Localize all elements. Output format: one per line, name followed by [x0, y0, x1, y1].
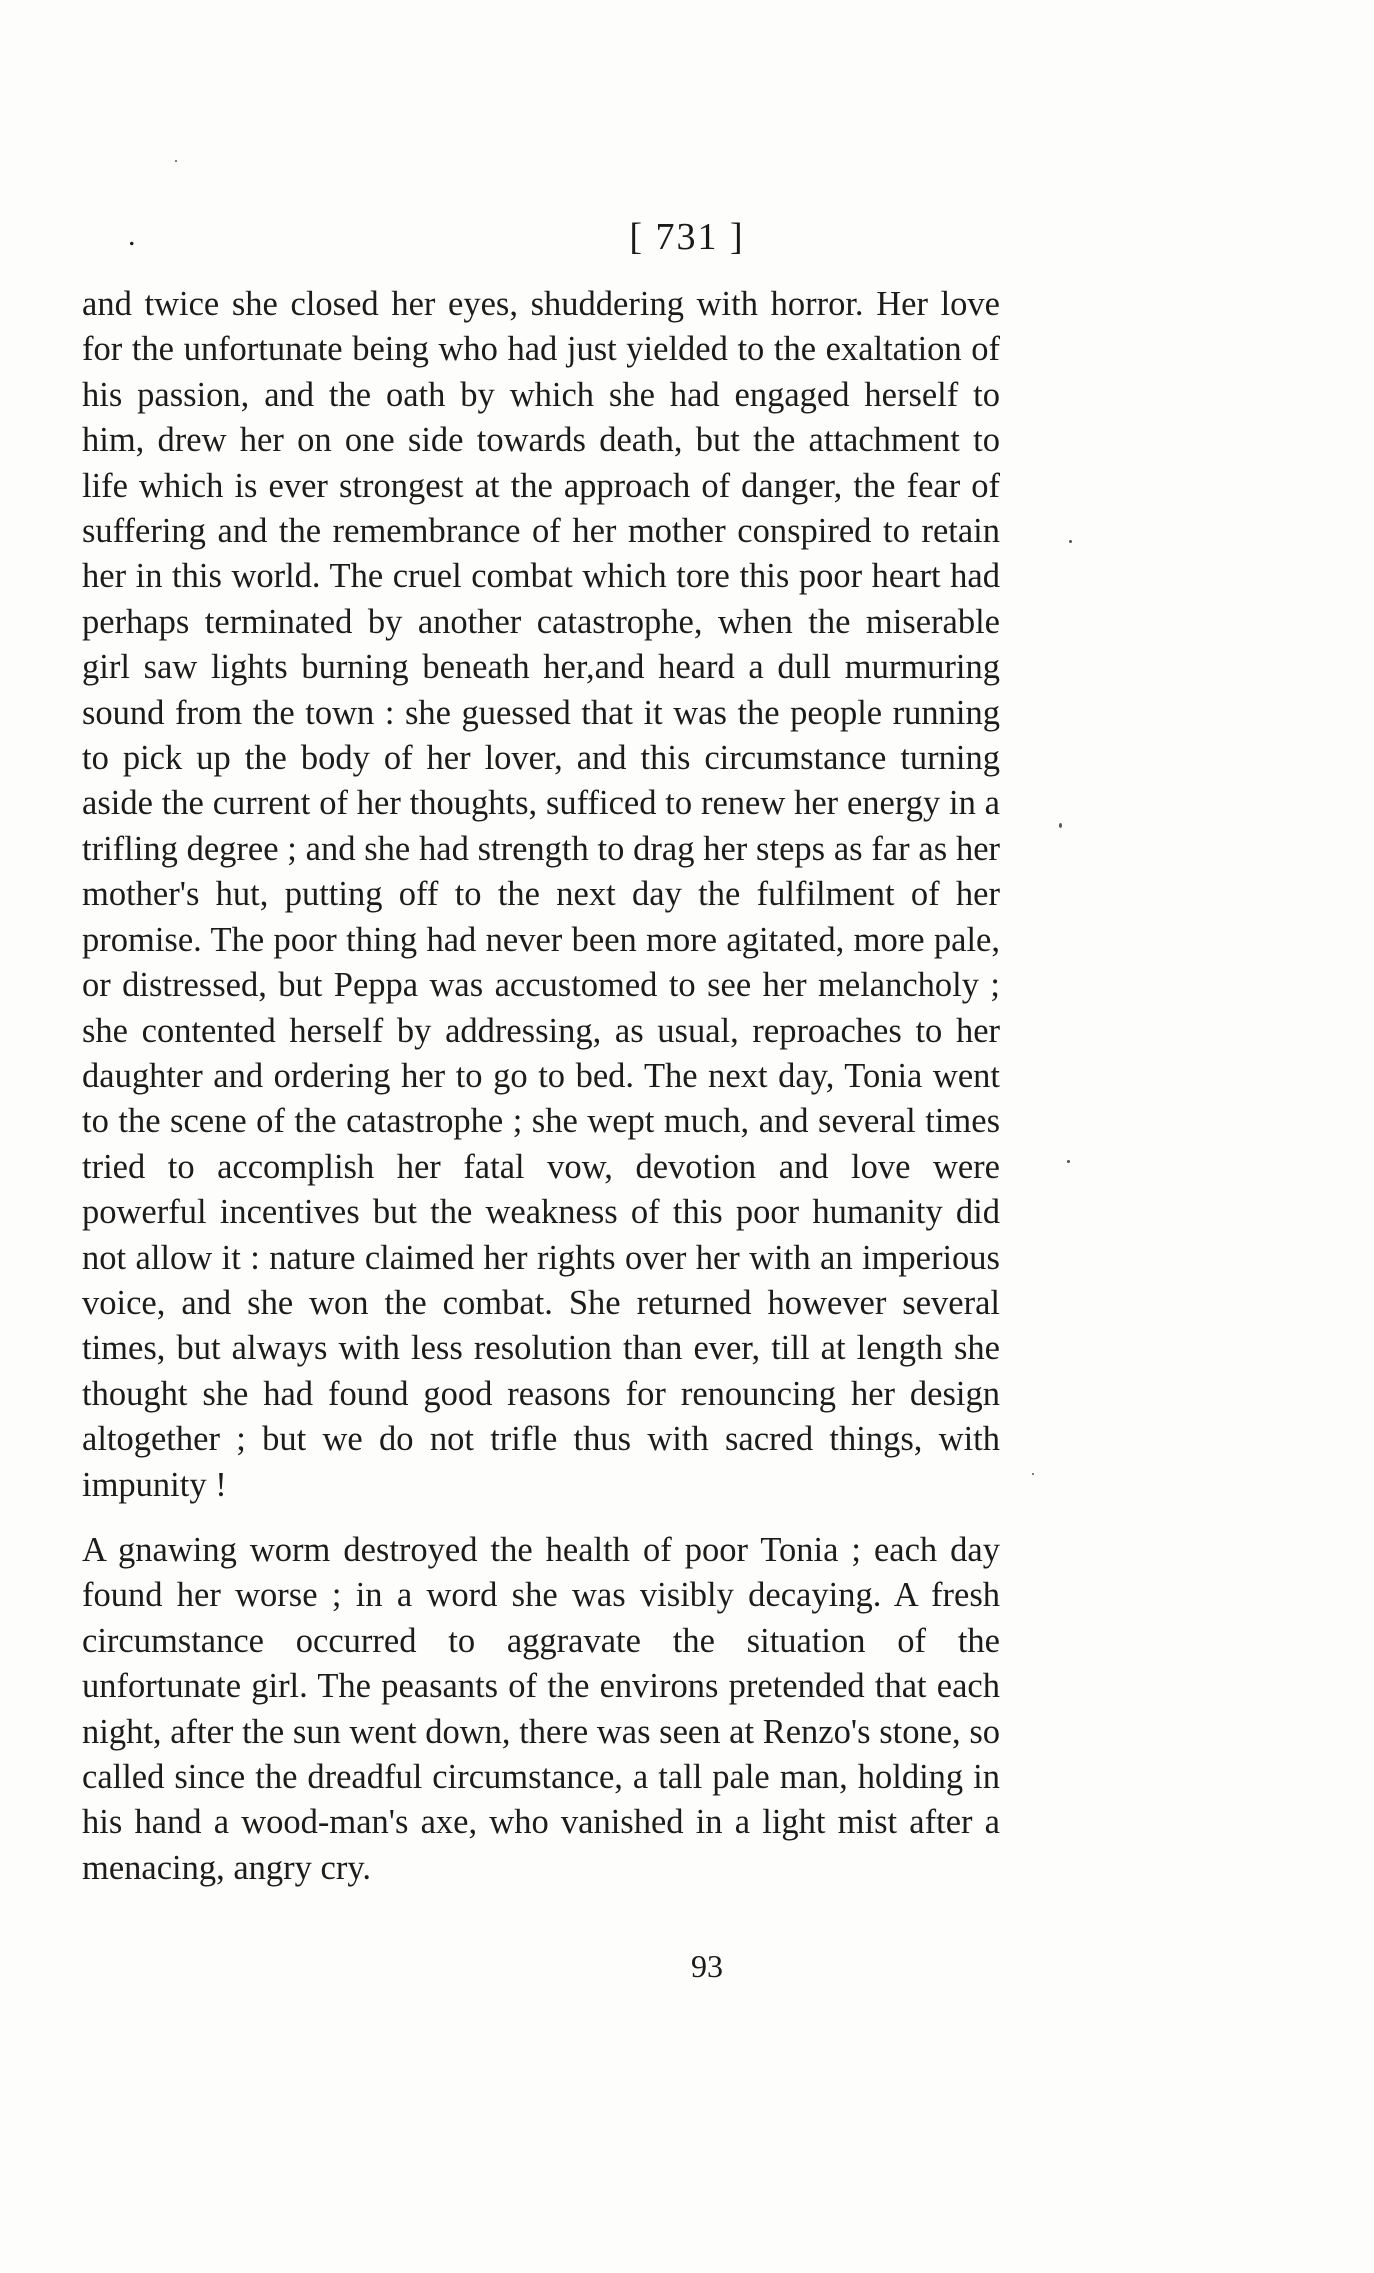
header-dot: . — [128, 219, 138, 252]
body-text — [82, 282, 1000, 1891]
running-head — [0, 215, 1374, 259]
paragraph-1: and twice she closed her eyes, shuddering with horror. Her love for the unfortunate being who had just yielded to the exaltation of his passion, and the oath by which she had engaged herself to him, drew her on one side towards death, but the attachment to life which is ever strongest at the approach of danger, the fear of suffering and the remembrance of her mother conspired to retain her in this world. The cruel combat which tore this poor heart had perhaps terminated by another catastrophe, when the miserable girl saw lights burning beneath her,and heard a dull murmuring sound from the town : she guessed that it was the people running to pick up the body of her lover, and this circumstance turning aside the current of her thoughts, sufficed to renew her energy in a trifling degree ; and she had strength to drag her steps as far as her mother's hut, putting off to the next day the fulfilment of her promise. The poor thing had never been more agitated, more pale, or distressed, but Peppa was accustomed to see her melancholy ; she contented herself by addressing, as usual, reproaches to her daughter and ordering her to go to bed. The next day, Tonia went to the scene of the catastrophe ; she wept much, and several times tried to accomplish her fatal vow, devotion and love were powerful incentives but the weakness of this poor humanity did not allow it : nature claimed her rights over her with an imperious voice, and she won the combat. She returned however several times, but always with less resolution than ever, till at length she thought she had found good reasons for renouncing her design altogether ; but we do not trifle thus with sacred things, with impunity ! — [82, 285, 1000, 1504]
page-number-bracketed: [ 731 ] — [629, 216, 745, 258]
signature-mark: 93 — [691, 1948, 723, 1984]
scan-speck — [1032, 1473, 1034, 1475]
scan-speck — [1069, 540, 1072, 543]
scan-speck — [1067, 1160, 1070, 1163]
scan-speck — [175, 160, 177, 162]
paragraph-2: A gnawing worm destroyed the health of poor Tonia ; each day found her worse ; in a word she was visibly decaying. A fresh circumstance occurred to aggravate the situation of the unfortunate girl. The peasants of the environs pretended that each night, after the sun went down, there was seen at Renzo's stone, so called since the dreadful circumstance, a tall pale man, holding in his hand a wood-man's axe, who vanished in a light mist after a menacing, angry cry. — [82, 1530, 1000, 1887]
scan-speck — [1059, 823, 1062, 828]
